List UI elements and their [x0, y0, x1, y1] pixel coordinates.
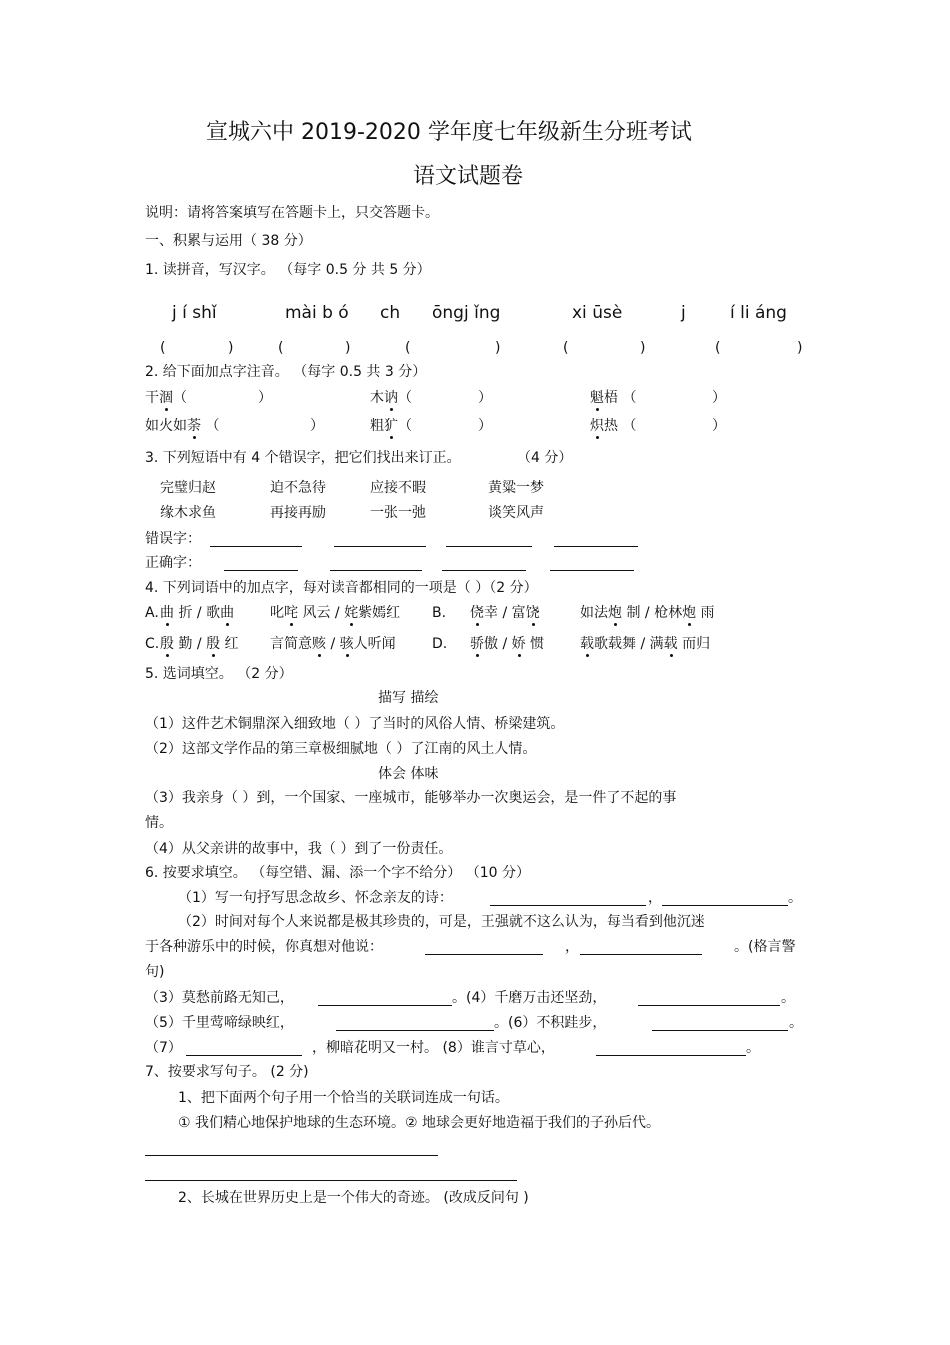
answer-paren[interactable]: ): [797, 340, 803, 356]
answer-blank[interactable]: [334, 546, 426, 547]
answer-blank[interactable]: [638, 1005, 780, 1006]
answer-blank[interactable]: [224, 570, 298, 571]
answer-close-paren[interactable]: ）: [310, 418, 324, 434]
phrase: 黄粱一梦: [488, 480, 544, 496]
phonetic-item: 木讷（: [370, 390, 412, 406]
q7-prompt: 7、按要求写句子。 (2 分): [145, 1064, 309, 1080]
q4-prompt: 4. 下列词语中的加点字，每对读音都相同的一项是（ ）（2 分）: [145, 580, 538, 596]
q6-item-5: （5）千里莺啼绿映红，: [145, 1015, 294, 1031]
option-b-pair-1: 侥幸 / 富饶: [470, 605, 540, 621]
answer-blank[interactable]: [336, 1030, 494, 1031]
answer-blank[interactable]: [550, 570, 634, 571]
q3-prompt: 3. 下列短语中有 4 个错误字，把它们找出来订正。: [145, 450, 461, 466]
exam-subtitle: 语文试题卷: [413, 164, 524, 189]
answer-paren[interactable]: ): [345, 340, 351, 356]
option-c-pair-1: 殷 勤 / 殷 红: [160, 636, 239, 652]
q6-item-6: 。(6）不积跬步，: [494, 1015, 607, 1031]
q5-sentence-2: （2）这部文学作品的第三章极细腻地（ ）了江南的风土人情。: [145, 741, 537, 757]
answer-blank[interactable]: [318, 1005, 452, 1006]
q6-item-2: （2）时间对每个人来说都是极其珍贵的，可是，王强就不这么认为，每当看到他沉迷: [178, 914, 705, 930]
phonetic-item: 干涸（: [145, 390, 187, 406]
phrase: 再接再励: [270, 505, 326, 521]
answer-blank[interactable]: [330, 570, 422, 571]
exam-title: 宣城六中 2019-2020 学年度七年级新生分班考试: [206, 120, 692, 145]
answer-paren[interactable]: (: [405, 340, 411, 356]
pinyin-5: xi ūsè: [572, 303, 623, 323]
answer-close-paren[interactable]: ）: [478, 390, 492, 406]
answer-blank[interactable]: [425, 954, 543, 955]
option-c-pair-2: 言简意赅 / 骇人听闻: [270, 636, 396, 652]
word-choices-1: 描写 描绘: [378, 690, 439, 706]
answer-blank[interactable]: [446, 546, 532, 547]
option-d-label: D.: [432, 636, 448, 652]
answer-blank[interactable]: [662, 905, 788, 906]
answer-close-paren[interactable]: ）: [478, 418, 492, 434]
q5-sentence-3-cont: 情。: [145, 815, 173, 831]
comma: ，: [648, 890, 662, 906]
q3-score: （4 分）: [517, 450, 573, 466]
answer-blank[interactable]: [210, 546, 302, 547]
answer-paren[interactable]: ): [495, 340, 501, 356]
period: 。: [781, 990, 795, 1006]
answer-close-paren[interactable]: ）: [712, 418, 726, 434]
answer-paren[interactable]: ): [228, 340, 234, 356]
phrase: 谈笑风声: [488, 505, 544, 521]
q6-item-4: 。(4）千磨万击还坚劲，: [452, 990, 607, 1006]
phrase: 应接不暇: [370, 480, 426, 496]
q6-item-2-suffix-2: 句): [145, 964, 165, 980]
option-a-pair-2: 叱咤 风云 / 姹紫嫣红: [270, 605, 401, 621]
q6-item-7: （7）: [145, 1040, 182, 1056]
q1-prompt: 1. 读拼音，写汉字。 （每字 0.5 分 共 5 分）: [145, 262, 431, 278]
answer-blank[interactable]: [442, 570, 526, 571]
option-a-label: A.: [145, 605, 159, 621]
answer-close-paren[interactable]: ）: [712, 390, 726, 406]
section-heading: 一、积累与运用（ 38 分）: [145, 233, 312, 249]
right-char-label: 正确字：: [145, 555, 201, 571]
answer-blank[interactable]: [596, 1055, 746, 1056]
pinyin-6: j: [681, 303, 686, 323]
period: 。: [788, 890, 802, 906]
q6-item-3: （3）莫愁前路无知己，: [145, 990, 294, 1006]
option-d-pair-2: 载歌载舞 / 满载 而归: [580, 636, 711, 652]
q5-prompt: 5. 选词填空。 （2 分）: [145, 666, 293, 682]
option-d-pair-1: 骄傲 / 娇 惯: [470, 636, 545, 652]
q2-prompt: 2. 给下面加点字注音。 （每字 0.5 共 3 分）: [145, 364, 427, 380]
q6-prompt: 6. 按要求填空。 （每空错、漏、添一个字不给分） （10 分）: [145, 865, 530, 881]
q6-item-2-cont: 于各种游乐中的时候，你真想对他说：: [145, 939, 383, 955]
phonetic-item: 粗犷（: [370, 418, 412, 434]
q5-sentence-4: （4）从父亲讲的故事中，我（ ）到了一份责任。: [145, 841, 453, 857]
q7-task-2: 2、长城在世界历史上是一个伟大的奇迹。 (改成反问句 ): [178, 1190, 529, 1206]
answer-blank[interactable]: [580, 954, 702, 955]
phrase: 缘木求鱼: [160, 505, 216, 521]
answer-blank[interactable]: [554, 546, 638, 547]
answer-paren[interactable]: (: [563, 340, 569, 356]
word-choices-2: 体会 体味: [378, 766, 439, 782]
answer-paren[interactable]: (: [278, 340, 284, 356]
period: 。: [789, 1015, 803, 1031]
pinyin-3: ch: [380, 303, 401, 323]
phonetic-item: 炽热 （: [590, 418, 637, 434]
q6-item-1: （1）写一句抒写思念故乡、怀念亲友的诗：: [178, 890, 453, 906]
phrase: 完璧归赵: [160, 480, 216, 496]
option-b-pair-2: 如法炮 制 / 枪林炮 雨: [580, 605, 715, 621]
q5-sentence-3: （3）我亲身（ ）到，一个国家、一座城市，能够举办一次奥运会，是一件了不起的事: [145, 790, 677, 806]
answer-close-paren[interactable]: ）: [258, 390, 272, 406]
answer-paren[interactable]: (: [715, 340, 721, 356]
answer-blank[interactable]: [652, 1030, 788, 1031]
answer-blank[interactable]: [186, 1055, 302, 1056]
q7-task-1: 1、把下面两个句子用一个恰当的关联词连成一句话。: [178, 1090, 509, 1106]
q7-task-1-sentences: ① 我们精心地保护地球的生态环境。② 地球会更好地造福于我们的子孙后代。: [178, 1115, 660, 1131]
phonetic-item: 如火如荼 （: [145, 418, 220, 434]
answer-line[interactable]: [145, 1180, 517, 1181]
instructions: 说明：请将答案填写在答题卡上，只交答题卡。: [145, 205, 439, 221]
pinyin-1: j í shǐ: [172, 303, 217, 323]
answer-paren[interactable]: ): [640, 340, 646, 356]
phrase: 一张一弛: [370, 505, 426, 521]
option-b-label: B.: [432, 605, 447, 621]
q6-item-7-cont: ，柳暗花明又一村。 (8）谁言寸草心，: [312, 1040, 555, 1056]
option-a-pair-1: 曲 折 / 歌曲: [160, 605, 235, 621]
comma: ，: [565, 939, 579, 955]
answer-paren[interactable]: (: [160, 340, 166, 356]
answer-line[interactable]: [145, 1155, 438, 1156]
phonetic-item: 魁梧 （: [590, 390, 637, 406]
period: 。: [746, 1040, 760, 1056]
q5-sentence-1: （1）这件艺术铜鼎深入细致地（ ）了当时的风俗人情、桥梁建筑。: [145, 716, 565, 732]
q6-item-2-suffix: 。(格言警: [734, 939, 796, 955]
option-c-label: C.: [145, 636, 160, 652]
wrong-char-label: 错误字：: [145, 531, 201, 547]
pinyin-4: ōngj ǐng: [432, 303, 501, 323]
phrase: 迫不急待: [270, 480, 326, 496]
pinyin-2: mài b ó: [285, 303, 349, 323]
pinyin-7: í li áng: [730, 303, 787, 323]
answer-blank[interactable]: [490, 905, 646, 906]
